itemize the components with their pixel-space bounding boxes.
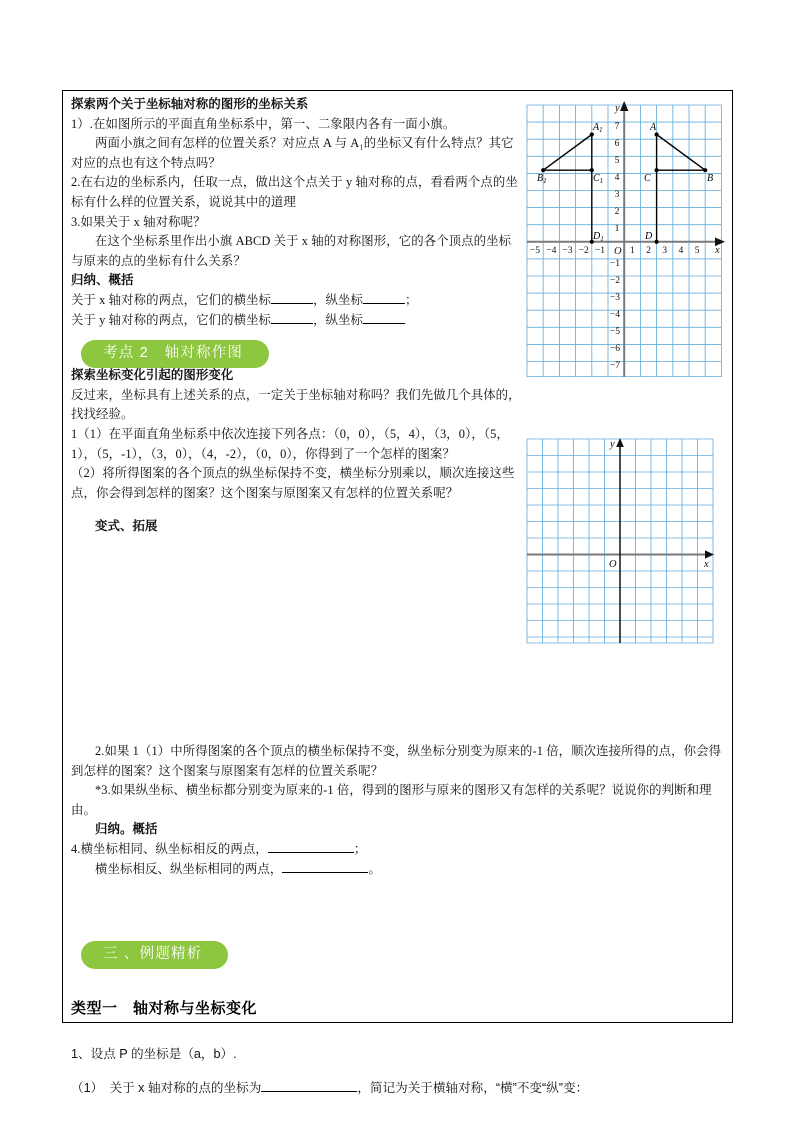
origin-label-blank: O (609, 559, 617, 570)
sum2-line2-end: 。 (368, 861, 381, 876)
section1-line5: 在这个坐标系里作出小旗 ABCD 关于 x 轴的对称图形，它的各个顶点的坐标与原来的点的坐标有什么关系？ (71, 234, 512, 268)
section1-summary-line1 (71, 291, 523, 311)
worksheet-text-column-wide (71, 742, 726, 1098)
exercise-1: 1、设点 P 的坐标是（a，b）. (71, 1046, 237, 1061)
label-C: C (644, 173, 651, 184)
summary2-text-b: ，纵坐标 (313, 312, 364, 327)
flag-right (657, 135, 706, 242)
label-B1: $B_1$ (537, 173, 547, 185)
svg-text:−7: −7 (609, 360, 621, 371)
summary1-text-c: ； (405, 292, 418, 307)
point-C1 (590, 168, 594, 172)
section2-summary-line1 (71, 840, 726, 860)
axis-lines (527, 101, 725, 377)
blank-same-x-opposite-y[interactable] (268, 852, 354, 853)
svg-text:5: 5 (694, 245, 700, 256)
svg-text:3: 3 (662, 245, 668, 256)
svg-text:−5: −5 (609, 326, 621, 337)
svg-text:−2: −2 (578, 245, 589, 256)
exercise-1-1-text-b: ，简记为关于横轴对称，“横”不变“纵”变： (357, 1080, 589, 1095)
point-C (655, 168, 659, 172)
label-B: B (707, 173, 714, 184)
y-axis-arrow (620, 101, 628, 111)
flag-right-vertices (655, 132, 708, 244)
svg-text:−6: −6 (609, 343, 621, 354)
svg-text:−2: −2 (609, 275, 621, 286)
sum2-line1-end: ； (353, 841, 367, 856)
worksheet-table (62, 90, 733, 1095)
blank-x-ordinate[interactable] (363, 303, 405, 304)
blank-y-ordinate[interactable] (363, 323, 405, 324)
exercise-1-1-text-a: （1） 关于 x 轴对称的点的坐标为 (71, 1080, 262, 1095)
badge1-wrapper (81, 340, 523, 362)
svg-text:1: 1 (629, 245, 635, 256)
section1-line4: 3.如果关于 x 轴对称呢？ (71, 214, 206, 229)
section2-variant-line2: *3.如果纵坐标、横坐标都分别变为原来的-1 倍，得到的图形与原来的图形又有怎样的关系呢？说说你的判断和理由。 (71, 783, 712, 817)
axis-lines-blank (527, 438, 714, 643)
y-axis-label-blank: y (610, 439, 615, 450)
svg-text:7: 7 (614, 121, 620, 132)
y-axis-label: y (615, 103, 620, 114)
section2-variant-title: 变式、拓展 (95, 519, 158, 534)
section1-line2: 两面小旗之间有怎样的位置关系？对应点 A 与 A₁的坐标又有什么特点？其它对应的点也有这个特点吗？ (71, 136, 514, 170)
svg-text:3: 3 (614, 189, 620, 200)
summary2-text-a: 关于 y 轴对称的两点，它们的横坐标 (71, 312, 272, 327)
section1-line1: 1）.在如图所示的平面直角坐标系中，第一、二象限内各有一面小旗。 (71, 116, 456, 131)
point-B1 (541, 168, 545, 172)
coordinate-graph-blank (521, 433, 717, 645)
point-A (655, 132, 659, 136)
summary1-text-a: 关于 x 轴对称的两点，它们的横坐标 (71, 292, 272, 307)
flag-right-labels (644, 122, 713, 242)
section1-summary-title: 归纳、概括 (71, 273, 134, 288)
svg-text:2: 2 (614, 206, 620, 217)
section2-line3: （2）将所得图案的各个顶点的纵坐标保持不变，横坐标分别乘以，顺次连接这些点，你会得到怎样的图案？这个图案与原图案又有怎样的位置关系呢？ (71, 466, 515, 500)
svg-text:−1: −1 (594, 245, 606, 256)
svg-text:4: 4 (614, 172, 620, 183)
badge-san-lititjingxi[interactable]: 三 、例题精析 (81, 941, 228, 969)
section1-summary-line2 (71, 311, 523, 331)
badge2-wrapper (81, 941, 726, 969)
axis-name-labels (614, 103, 720, 257)
point-D (655, 240, 659, 244)
axis-name-labels-blank (609, 439, 709, 570)
coordinate-graph-flags (519, 95, 729, 377)
label-C1: $C_1$ (593, 173, 604, 185)
section1-line3: 2.在右边的坐标系内，任取一点，做出这个点关于 y 轴对称的点，看看两个点的坐标有什么样的位置关系，说说其中的道理 (71, 175, 518, 209)
blank-x-abscissa[interactable] (271, 303, 313, 304)
graph-blank-svg (521, 433, 717, 645)
flag-left (543, 135, 592, 242)
label-D1: $D_1$ (593, 231, 604, 243)
blank-y-abscissa[interactable] (271, 323, 313, 324)
origin-label: O (614, 246, 622, 257)
svg-text:5: 5 (614, 155, 620, 166)
label-A1: $A_1$ (593, 122, 603, 134)
point-B (703, 168, 707, 172)
label-A: A (650, 122, 657, 133)
svg-text:−3: −3 (609, 292, 621, 303)
section2-variant-line1: 2.如果 1（1）中所得图案的各个顶点的横坐标保持不变，纵坐标分别变为原来的-1 倍，顺次连接所得的点，你会得到怎样的图案？这个图案与原图案有怎样的位置关系呢？ (71, 744, 722, 778)
svg-text:6: 6 (614, 138, 620, 149)
blank-x-axis-symmetric-point[interactable] (261, 1091, 357, 1092)
exercise-1-1 (71, 1078, 726, 1098)
worksheet-text-column (71, 95, 523, 537)
graph-flags-svg (519, 95, 729, 377)
label-D: D (645, 231, 653, 242)
svg-text:4: 4 (678, 245, 684, 256)
badge-kaodian-2[interactable]: 考点 2 轴对称作图 (81, 340, 269, 368)
svg-text:−1: −1 (609, 258, 621, 269)
x-axis-label: x (715, 245, 720, 256)
section2-heading: 探索坐标变化引起的图形变化 (71, 368, 234, 383)
type1-heading: 类型一 轴对称与坐标变化 (71, 999, 258, 1017)
section1-heading: 探索两个关于坐标轴对称的图形的坐标关系 (71, 97, 309, 111)
point-A1 (590, 132, 594, 136)
x-axis-label-blank: x (704, 559, 709, 570)
section2-line2: 1（1）在平面直角坐标系中依次连接下列各点：（0，0），（5，4），（3，0），（5，1），（5，-1），（3，0），（4，-2），（0，0），你得到了一个怎样的图案？ (71, 426, 509, 461)
svg-text:1: 1 (614, 223, 620, 234)
flag-left-vertices (541, 132, 594, 244)
section2-summary-title: 归纳。概括 (95, 822, 158, 837)
summary1-text-b: ，纵坐标 (313, 292, 364, 307)
svg-text:−4: −4 (546, 245, 557, 256)
section2-summary-line2 (71, 860, 726, 880)
svg-text:2: 2 (646, 245, 651, 256)
section2-line1: 反过来，坐标具有上述关系的点，一定关于坐标轴对称吗？我们先做几个具体的，找找经验。 (71, 387, 521, 422)
svg-text:−3: −3 (562, 245, 573, 256)
blank-opposite-x-same-y[interactable] (282, 872, 368, 873)
svg-text:−5: −5 (529, 245, 541, 256)
svg-text:−4: −4 (609, 309, 621, 320)
flag-left-edge-ab (543, 135, 592, 171)
flag-right-edge-ab (657, 135, 706, 171)
sum2-line1-text: 4.横坐标相同、纵坐标相反的两点， (71, 841, 268, 856)
sum2-line2-text: 横坐标相反、纵坐标相同的两点， (95, 861, 283, 876)
